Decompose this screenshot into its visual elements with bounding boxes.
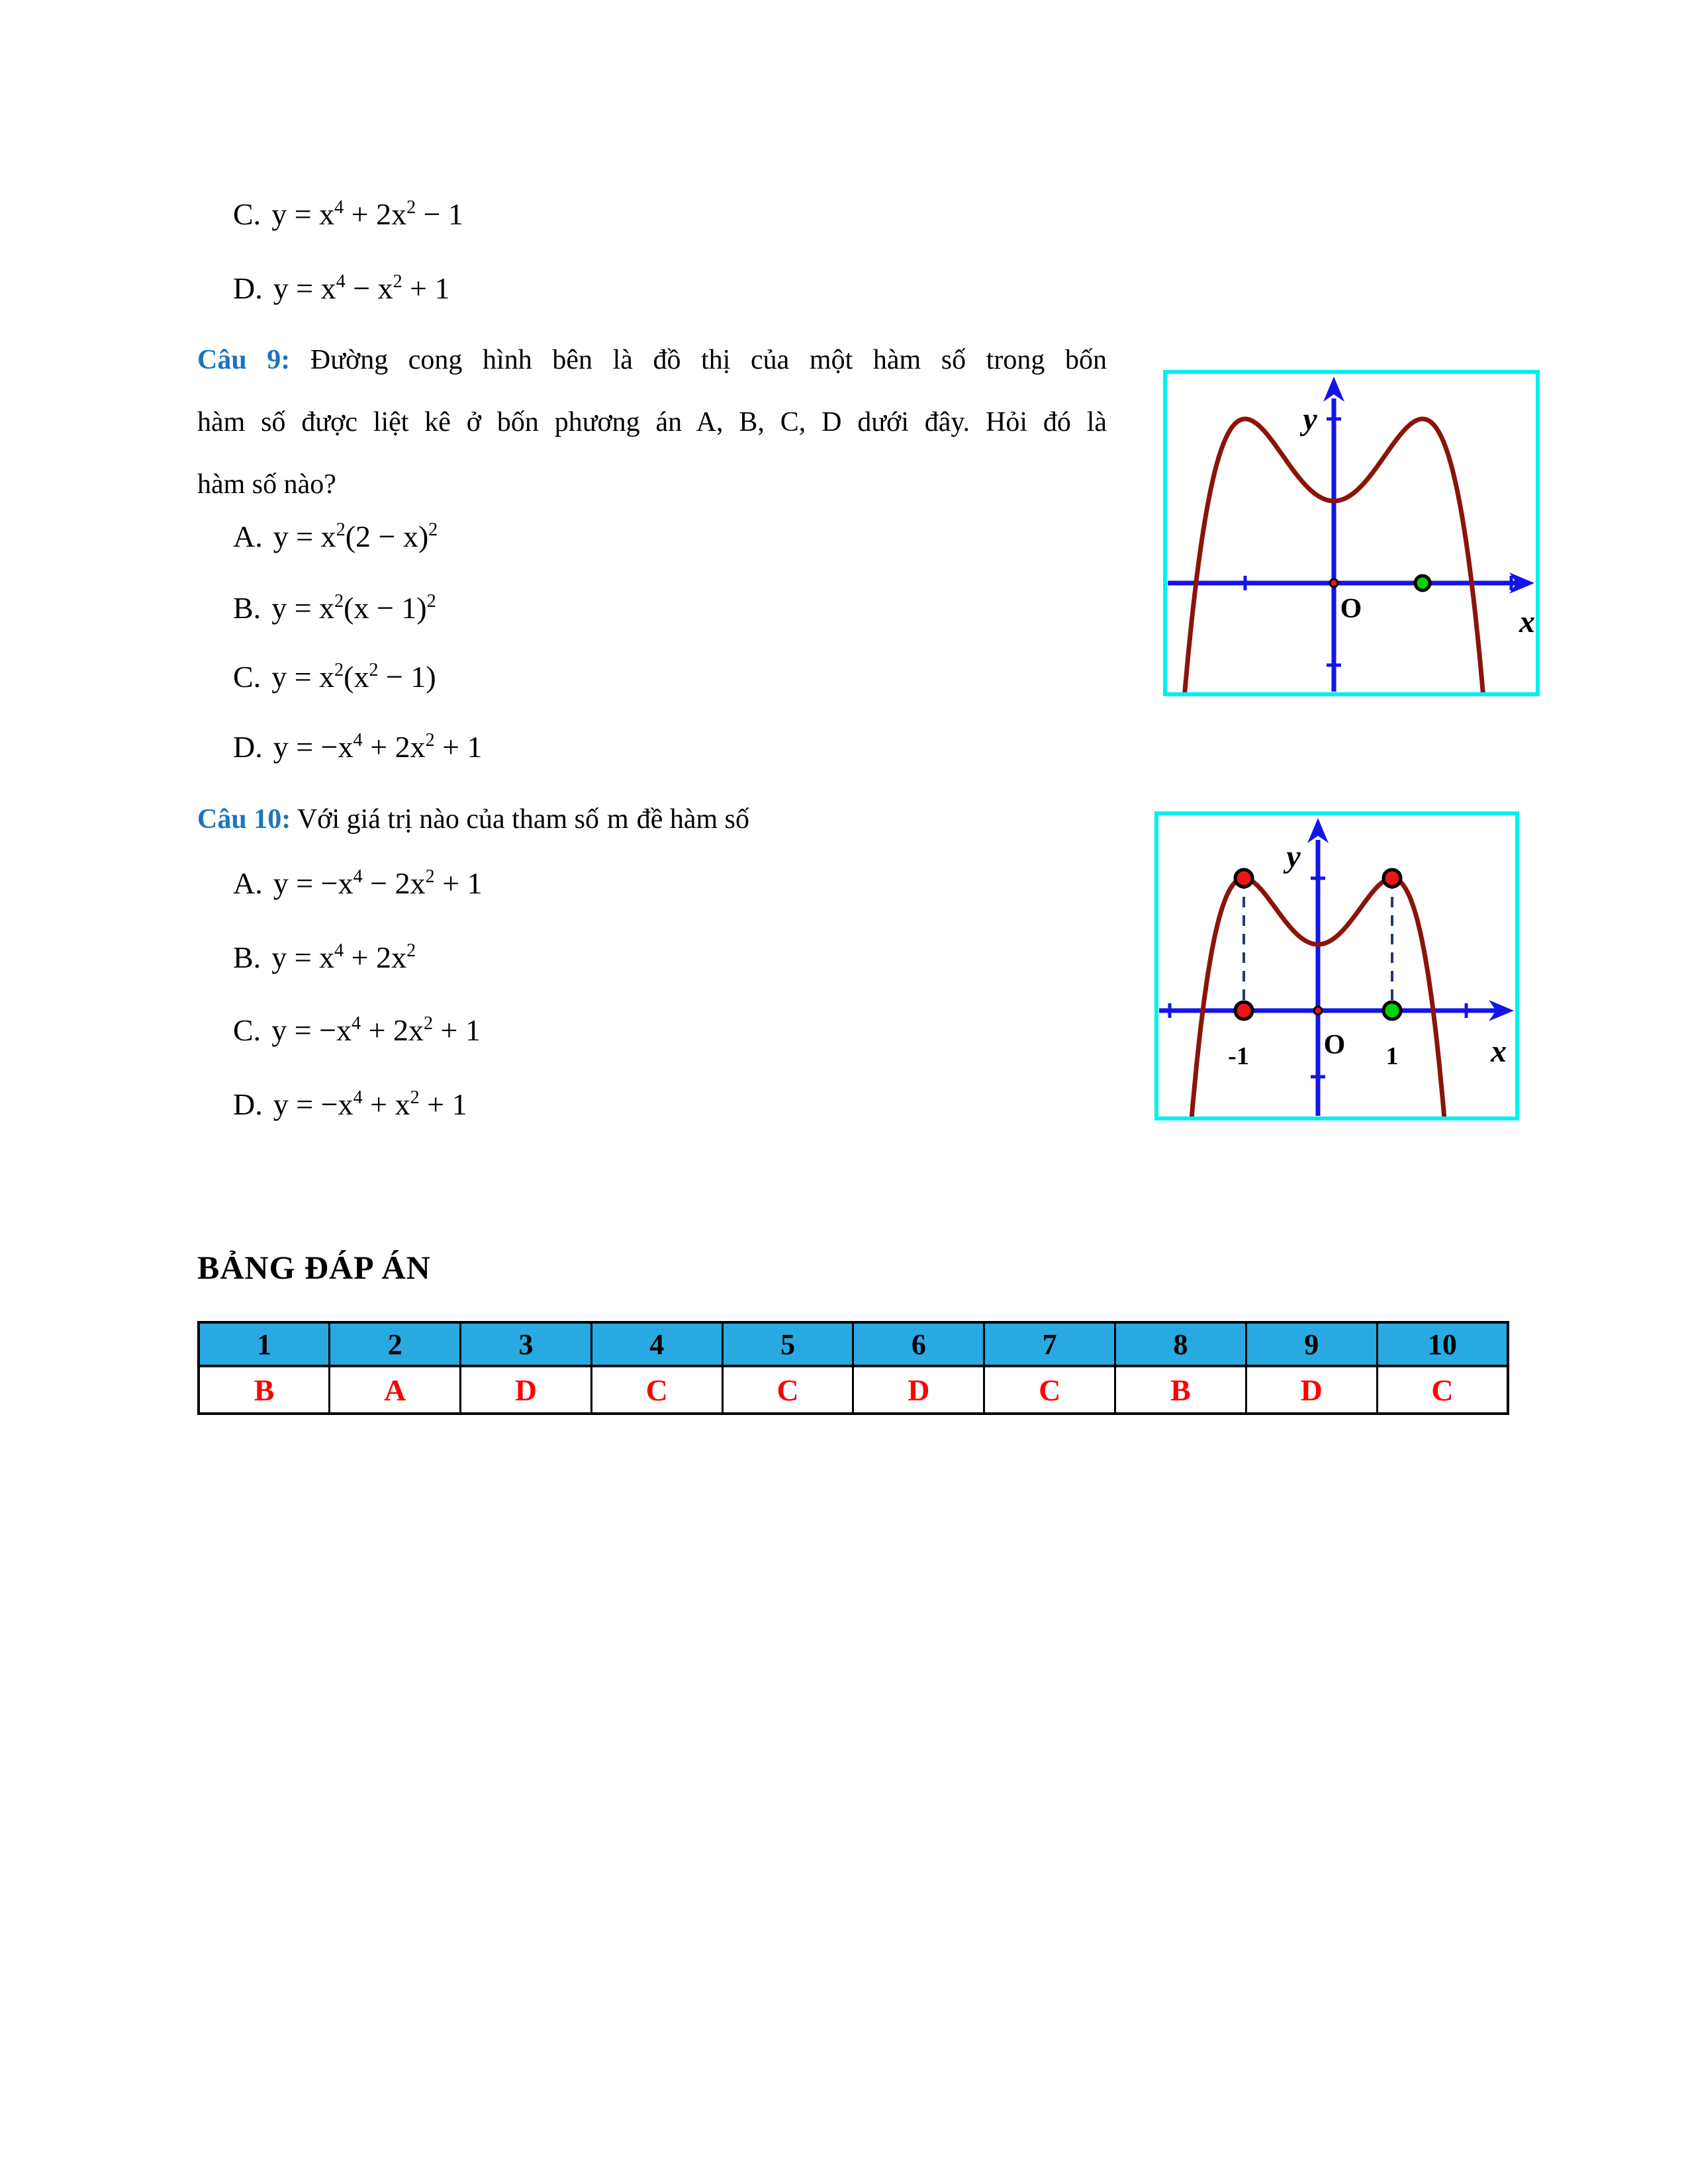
formula-text: y = −x (273, 730, 353, 764)
formula-text: y = x (271, 660, 335, 694)
y-axis-arrow-icon (1323, 377, 1344, 402)
answer-letter-cell: B (199, 1366, 330, 1414)
formula-text: + 1 (402, 271, 450, 305)
answer-letter-cell: D (461, 1366, 592, 1414)
q10-text-before-m: Với giá trị nào của tham số (291, 804, 600, 835)
exponent: 2 (369, 660, 379, 680)
y-axis-arrow-icon (1307, 818, 1329, 843)
answer-letter-cell: C (1377, 1366, 1508, 1414)
formula-text: + 2x (362, 730, 426, 764)
exponent: 4 (353, 1087, 363, 1108)
q10-label: Câu 10: (197, 804, 291, 835)
question-number-cell: 9 (1246, 1322, 1377, 1366)
exponent: 2 (425, 866, 435, 887)
option-a (233, 864, 483, 907)
formula-text: + 1 (434, 730, 483, 764)
question-number-cell: 5 (722, 1322, 853, 1366)
option-formula (273, 1087, 467, 1121)
option-b (233, 589, 436, 632)
q9-text-line-2: hàm số được liệt kê ở bốn phương án A, B, C, D dưới đây. Hỏi đó là (197, 407, 1107, 437)
answer-table (197, 1321, 1509, 1415)
q10-graph (1154, 811, 1519, 1120)
q9-graph (1163, 370, 1540, 696)
option-label: C. (233, 197, 261, 231)
option-label: B. (233, 591, 261, 625)
y-axis-label: y (1286, 839, 1301, 874)
origin-point (1314, 1007, 1322, 1015)
option-d (233, 269, 450, 312)
question-number-cell: 1 (199, 1322, 330, 1366)
exponent: 2 (334, 591, 344, 612)
answer-letter-cell: B (1115, 1366, 1246, 1414)
exponent: 2 (334, 660, 344, 680)
question-number-cell: 3 (461, 1322, 592, 1366)
origin-label: O (1323, 1030, 1346, 1060)
formula-text: y = x (271, 197, 335, 231)
q9-line1-text: Đường cong hình bên là đồ thị của một hàm số trong bốn (290, 345, 1107, 375)
exponent: 2 (393, 271, 402, 292)
formula-text: y = −x (273, 866, 353, 900)
formula-text: (x − 1) (344, 591, 427, 625)
q9-label: Câu 9: (197, 345, 291, 375)
option-formula (273, 730, 483, 764)
exponent: 4 (334, 940, 344, 961)
formula-text: + x (362, 1087, 410, 1121)
option-formula (271, 660, 436, 694)
answer-numbers-row (199, 1322, 1508, 1366)
formula-text: + 2x (344, 197, 407, 231)
formula-text: + 1 (419, 1087, 467, 1121)
option-formula (273, 520, 438, 553)
option-a (233, 518, 438, 561)
q10-param-m: m (607, 804, 629, 835)
option-label: D. (233, 730, 263, 764)
option-formula (271, 940, 416, 974)
question-number-cell: 8 (1115, 1322, 1246, 1366)
formula-text: − x (345, 271, 393, 305)
point-x-1 (1383, 1002, 1401, 1019)
origin-point (1330, 579, 1338, 587)
formula-text: − 1) (378, 660, 436, 694)
option-formula (271, 591, 436, 625)
exponent: 2 (406, 197, 416, 218)
option-label: C. (233, 660, 261, 694)
formula-text: (x (344, 660, 369, 694)
question-number-cell: 10 (1377, 1322, 1508, 1366)
formula-text: y = x (273, 271, 336, 305)
q10-text-after-m: đề hàm số (636, 804, 749, 835)
x-axis-label: x (1491, 1034, 1507, 1069)
question-number-cell: 4 (591, 1322, 722, 1366)
question-number-cell: 2 (330, 1322, 461, 1366)
option-b (233, 938, 416, 981)
formula-text: y = −x (273, 1087, 353, 1121)
option-c (233, 195, 463, 238)
option-formula (273, 271, 450, 305)
left-maximum-point (1235, 870, 1252, 887)
formula-text: y = −x (271, 1013, 352, 1047)
exponent: 2 (424, 1013, 434, 1034)
x-intercept-marker-point (1415, 576, 1430, 590)
point-x-minus-1 (1235, 1002, 1252, 1019)
exponent: 4 (352, 1013, 361, 1034)
origin-label: O (1340, 594, 1362, 624)
x-tick-label-1: 1 (1385, 1042, 1399, 1070)
x-axis-label: x (1519, 604, 1535, 639)
x-tick-label-minus-1: -1 (1228, 1042, 1249, 1070)
option-label: A. (233, 520, 263, 553)
option-d (233, 1085, 467, 1128)
option-d (233, 728, 483, 771)
question-number-cell: 7 (984, 1322, 1115, 1366)
answer-table-title: BẢNG ĐÁP ÁN (197, 1249, 431, 1286)
right-maximum-point (1383, 870, 1401, 887)
formula-text: (2 − x) (345, 520, 429, 553)
formula-text: − 2x (362, 866, 426, 900)
formula-text: + 2x (361, 1013, 424, 1047)
q10-text-line (197, 801, 749, 838)
exponent: 2 (406, 940, 416, 961)
exponent: 2 (410, 1087, 420, 1108)
answer-letter-cell: A (330, 1366, 461, 1414)
option-label: D. (233, 271, 263, 305)
formula-text: y = x (271, 591, 335, 625)
answer-letter-cell: D (1246, 1366, 1377, 1414)
formula-text: y = x (271, 940, 335, 974)
exponent: 2 (426, 591, 436, 612)
option-formula (271, 197, 463, 231)
exponent: 2 (428, 520, 438, 540)
exponent: 4 (336, 271, 346, 292)
formula-text: y = x (273, 520, 336, 553)
exponent: 2 (336, 520, 346, 540)
formula-text: + 1 (434, 866, 483, 900)
exponent: 2 (425, 730, 435, 751)
option-c (233, 1011, 481, 1054)
q9-text-line-1 (197, 341, 1107, 379)
option-formula (273, 866, 483, 900)
option-formula (271, 1013, 481, 1047)
formula-text: − 1 (416, 197, 464, 231)
exponent: 4 (353, 730, 363, 751)
q9-text-line-3: hàm số nào? (197, 469, 336, 500)
formula-text: + 1 (433, 1013, 481, 1047)
question-number-cell: 6 (853, 1322, 984, 1366)
answer-letter-cell: C (984, 1366, 1115, 1414)
option-label: D. (233, 1087, 263, 1121)
option-label: C. (233, 1013, 261, 1047)
answer-letter-cell: D (853, 1366, 984, 1414)
answer-letters-row (199, 1366, 1508, 1414)
answer-letter-cell: C (591, 1366, 722, 1414)
formula-text: + 2x (344, 940, 407, 974)
exponent: 4 (353, 866, 363, 887)
y-axis-label: y (1303, 402, 1317, 437)
answer-letter-cell: C (722, 1366, 853, 1414)
exponent: 4 (334, 197, 344, 218)
option-label: B. (233, 940, 261, 974)
graph-frame (1165, 372, 1538, 694)
option-label: A. (233, 866, 263, 900)
option-c (233, 658, 436, 701)
